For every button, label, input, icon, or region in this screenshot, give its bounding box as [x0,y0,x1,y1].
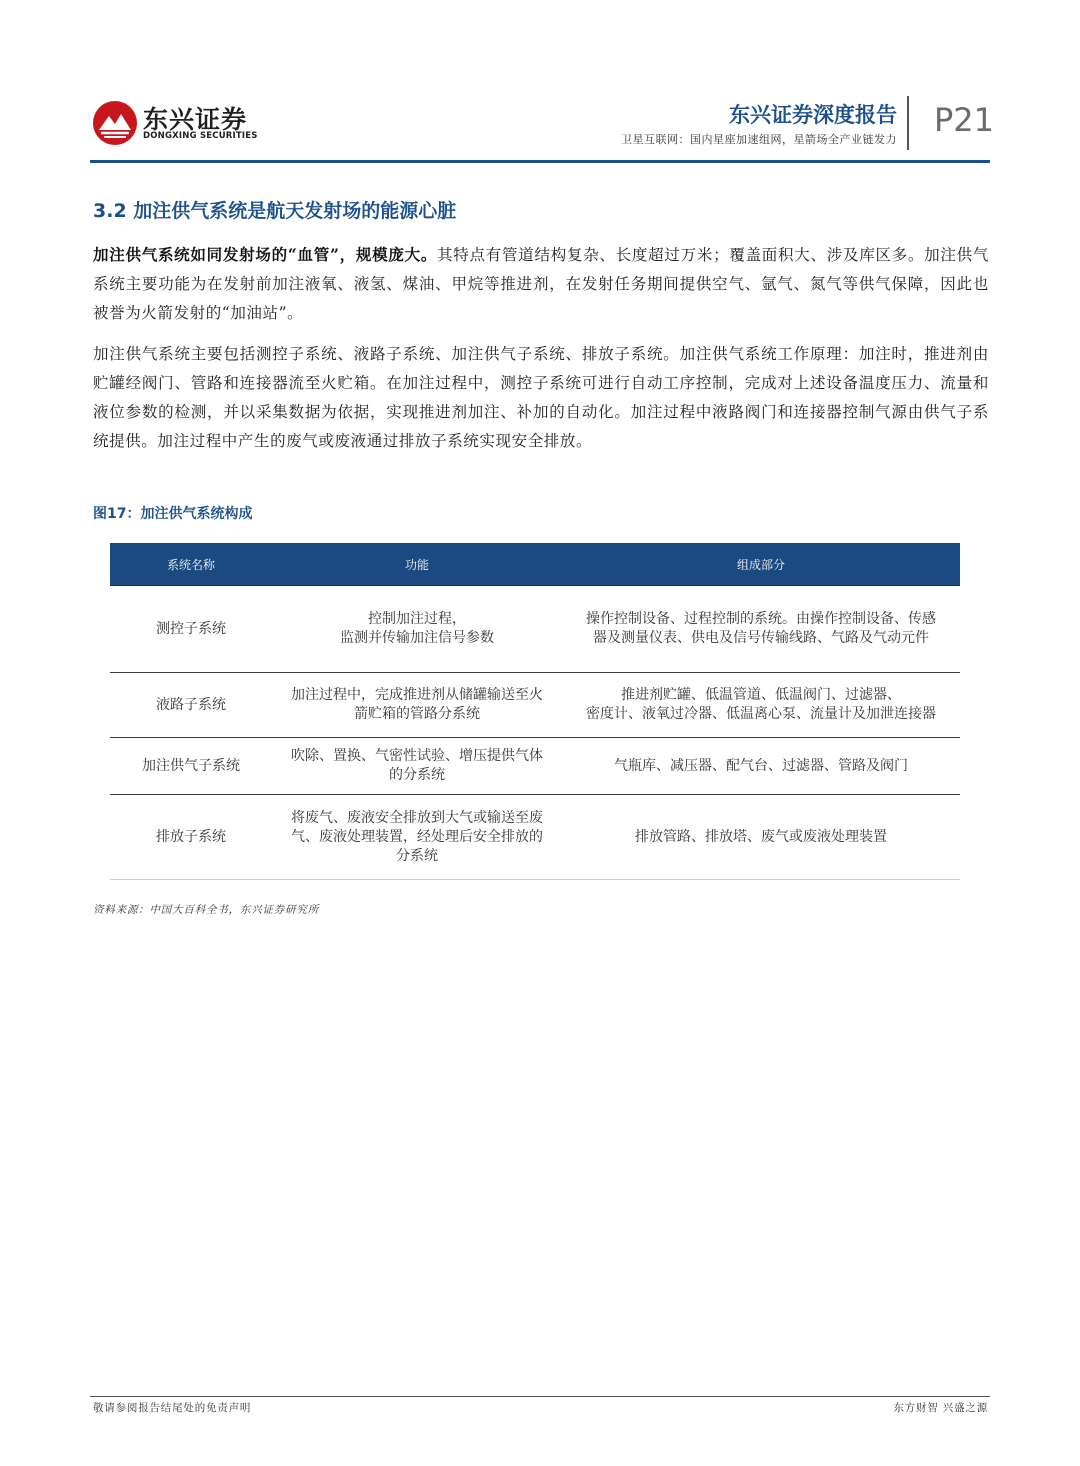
cell-line: 器及测量仪表、供电及信号传输线路、气路及气动元件 [593,630,929,646]
cell-line: 分系统 [396,847,438,864]
cell-function [272,809,562,866]
cell-line: 的分系统 [389,767,445,783]
cell-line: 操作控制设备、过程控制的系统。由操作控制设备、传感 [586,611,936,627]
cell-components [562,757,960,776]
section-heading: 3.2 加注供气系统是航天发射场的能源心脏 [93,200,457,222]
cell-components [562,686,960,724]
header-components: 组成部分 [736,557,785,572]
cell-function [272,686,562,724]
cell-system-name: 加注供气子系统 [142,757,240,774]
footer-rule [90,1396,990,1397]
table-row [110,738,960,795]
cell-components [562,828,960,847]
dongxing-logo-icon [92,100,138,146]
table-row [110,795,960,880]
cell-line: 气、废液处理装置，经处理后安全排放的 [291,828,543,845]
paragraph-1 [93,240,989,328]
figure-caption: 图17：加注供气系统构成 [93,506,253,522]
cell-line: 推进剂贮罐、低温管道、低温阀门、过滤器、 [621,687,901,703]
cell-system-name: 液路子系统 [156,696,226,713]
paragraph-2: 加注供气系统主要包括测控子系统、液路子系统、加注供气子系统、排放子系统。加注供气系统工作原理：加注时，推进剂由贮罐经阀门、管路和连接器流至火贮箱。在加注过程中，测控子系统可进行自动工序控制，完成对上述设备温度压力、流量和液位参数的检测，并以采集数据为依据，实现推进剂加注、补加的自动化。加注过程中液路阀门和连接器控制气源由供气子系统提供。加注过程中产生的废气或废液通过排放子系统实现安全排放。 [93,345,989,450]
cell-line: 排放管路、排放塔、废气或废液处理装置 [635,828,887,845]
cell-function [272,747,562,785]
table-row [110,586,960,673]
brand-name-cn: 东兴证券 [143,105,248,134]
cell-line: 吹除、置换、气密性试验、增压提供气体 [291,748,543,764]
header-rule [90,160,990,163]
paragraph-1-body: 其特点有管道结构复杂、长度超过万米；覆盖面积大、涉及库区多。加注供气系统主要功能为在发射前加注液氧、液氢、煤油、甲烷等推进剂，在发射任务期间提供空气、氩气、氮气等供气保障，因此也被誉为火箭发射的“加油站”。 [93,246,989,322]
paragraph-1-lead: 加注供气系统如同发射场的“血管”，规模庞大。 [93,245,438,264]
footer-disclaimer: 敬请参阅报告结尾处的免责声明 [93,1402,252,1414]
report-subtitle: 卫星互联网：国内星座加速组网，星箭场全产业链发力 [621,133,897,146]
cell-line: 监测并传输加注信号参数 [340,630,494,646]
cell-system-name: 测控子系统 [156,620,226,637]
footer-slogan: 东方财智 兴盛之源 [893,1402,988,1414]
report-title: 东兴证券深度报告 [729,103,897,127]
cell-line: 加注过程中，完成推进剂从储罐输送至火 [291,687,543,703]
cell-line: 控制加注过程， [368,611,466,627]
table-row [110,673,960,738]
header-system-name: 系统名称 [166,557,215,572]
page-number: P21 [934,101,995,139]
brand-name-en: DONGXING SECURITIES [143,131,258,141]
cell-line: 密度计、液氧过冷器、低温离心泵、流量计及加泄连接器 [586,706,936,722]
system-composition-table [110,543,960,880]
data-source-note: 资料来源：中国大百科全书，东兴证券研究所 [93,904,319,916]
cell-components [562,610,960,648]
cell-line: 气瓶库、减压器、配气台、过滤器、管路及阀门 [614,757,908,774]
header-function: 功能 [404,557,429,572]
cell-line: 将废气、废液安全排放到大气或输送至废 [291,809,543,826]
header-divider [907,96,909,150]
cell-line: 箭贮箱的管路分系统 [354,706,480,722]
cell-function [272,610,562,648]
cell-system-name: 排放子系统 [156,828,226,845]
table-header-row [110,543,960,586]
